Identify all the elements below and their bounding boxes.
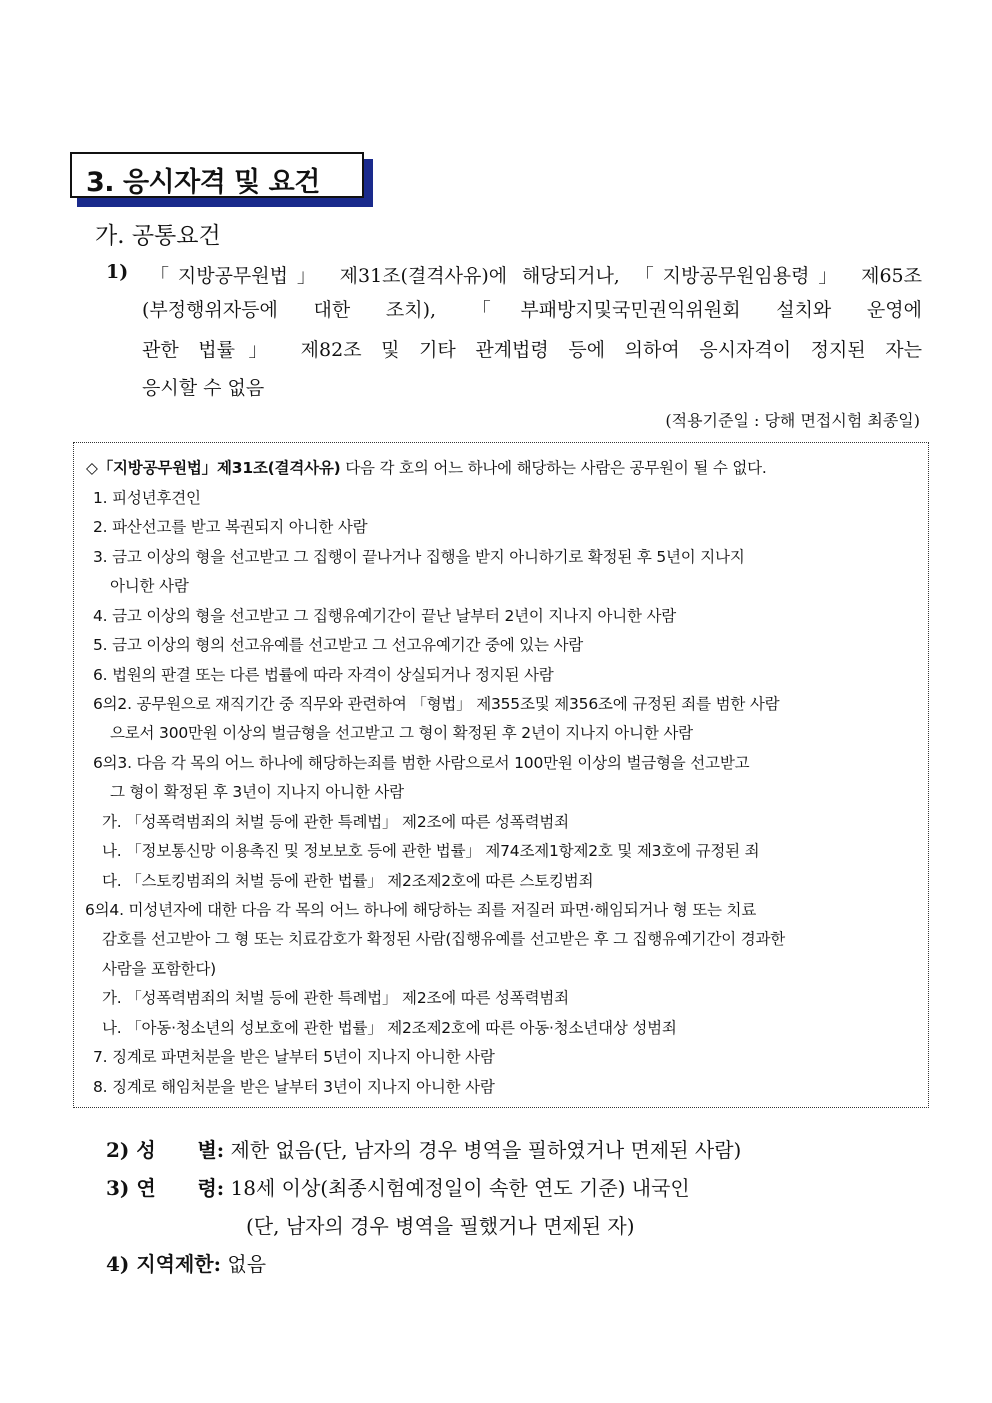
law-line: 다. 「스토킹범죄의 처벌 등에 관한 법률」 제2조제2호에 따른 스토킹범죄 bbox=[102, 872, 594, 890]
item1-line-3: 관한 법률」 제82조 및 기타 관계법령 등에 의하여 응시자격이 정지된 자는 bbox=[142, 339, 922, 361]
law-line: 8. 징계로 해임처분을 받은 날부터 3년이 지나지 아니한 사람 bbox=[93, 1078, 495, 1096]
age-note: (단, 남자의 경우 병역을 필했거나 면제된 자) bbox=[246, 1214, 635, 1238]
law-line: 가. 「성폭력범죄의 처벌 등에 관한 특례법」 제2조에 따른 성폭력범죄 bbox=[102, 813, 569, 831]
law-line: 감호를 선고받아 그 형 또는 치료감호가 확정된 사람(집행유예를 선고받은 후 그 집행유예기간이 경과한 bbox=[102, 930, 786, 948]
region-value: 없음 bbox=[221, 1252, 267, 1276]
law-line: 나. 「정보통신망 이용촉진 및 정보보호 등에 관한 법률」 제74조제1항제2호 및 제3호에 규정된 죄 bbox=[102, 842, 760, 860]
law-line: 나. 「아동·청소년의 성보호에 관한 법률」 제2조제2호에 따른 아동·청소년대상 성범죄 bbox=[102, 1019, 677, 1037]
item1-line-4: 응시할 수 없음 bbox=[142, 377, 265, 399]
law-box-header-title: ◇「지방공무원법」제31조(결격사유) bbox=[86, 459, 341, 477]
law-line: 7. 징계로 파면처분을 받은 날부터 5년이 지나지 아니한 사람 bbox=[93, 1048, 495, 1066]
region-label: 4) 지역제한: bbox=[106, 1252, 222, 1276]
age-value: 18세 이상(최종시험예정일이 속한 연도 기준) 내국인 bbox=[224, 1176, 690, 1200]
law-line: 1. 피성년후견인 bbox=[93, 489, 201, 507]
age-requirement bbox=[106, 1172, 690, 1201]
law-box-header-text: 다음 각 호의 어느 하나에 해당하는 사람은 공무원이 될 수 없다. bbox=[340, 459, 767, 477]
law-line: 사람을 포함한다) bbox=[102, 960, 216, 978]
common-requirements-heading: 가. 공통요건 bbox=[95, 223, 221, 249]
law-line: 4. 금고 이상의 형을 선고받고 그 집행유예기간이 끝난 날부터 2년이 지나지 아니한 사람 bbox=[93, 607, 677, 625]
law-line: 으로서 300만원 이상의 벌금형을 선고받고 그 형이 확정된 후 2년이 지나지 아니한 사람 bbox=[110, 724, 693, 742]
item1-line-1: 「지방공무원법」 제31조(결격사유)에 해당되거나, 「지방공무원임용령」 제65조 bbox=[150, 265, 922, 287]
law-line: 6의2. 공무원으로 재직기간 중 직무와 관련하여 「형법」 제355조및 제356조에 규정된 죄를 범한 사람 bbox=[93, 695, 780, 713]
gender-requirement bbox=[106, 1134, 741, 1163]
heading-box bbox=[70, 152, 364, 198]
item1-number: 1) bbox=[106, 261, 129, 283]
gender-value: 제한 없음(단, 남자의 경우 병역을 필하였거나 면제된 사람) bbox=[224, 1138, 742, 1162]
apply-date-note: (적용기준일 : 당해 면접시험 최종일) bbox=[665, 411, 920, 430]
gender-label: 2) 성 별: bbox=[106, 1138, 225, 1162]
law-line: 아니한 사람 bbox=[110, 577, 189, 595]
law-line: 가. 「성폭력범죄의 처벌 등에 관한 특례법」 제2조에 따른 성폭력범죄 bbox=[102, 989, 569, 1007]
law-box-header bbox=[86, 456, 767, 478]
section-heading bbox=[70, 152, 374, 208]
law-line: 5. 금고 이상의 형의 선고유예를 선고받고 그 선고유예기간 중에 있는 사람 bbox=[93, 636, 584, 654]
law-article-box bbox=[73, 442, 929, 1108]
law-line: 6의3. 다음 각 목의 어느 하나에 해당하는죄를 범한 사람으로서 100만원 이상의 벌금형을 선고받고 bbox=[93, 754, 750, 772]
section-title: 3. 응시자격 및 요건 bbox=[86, 167, 320, 198]
region-requirement bbox=[106, 1248, 266, 1277]
law-line: 6. 법원의 판결 또는 다른 법률에 따라 자격이 상실되거나 정지된 사람 bbox=[93, 666, 554, 684]
age-label: 3) 연 령: bbox=[106, 1176, 225, 1200]
law-line: 3. 금고 이상의 형을 선고받고 그 집행이 끝나거나 집행을 받지 아니하기로 확정된 후 5년이 지나지 bbox=[93, 548, 745, 566]
law-line: 6의4. 미성년자에 대한 다음 각 목의 어느 하나에 해당하는 죄를 저질러 파면·해임되거나 형 또는 치료 bbox=[85, 901, 757, 919]
law-line: 그 형이 확정된 후 3년이 지나지 아니한 사람 bbox=[110, 783, 404, 801]
law-line: 2. 파산선고를 받고 복권되지 아니한 사람 bbox=[93, 518, 368, 536]
item1-line-2: (부정행위자등에 대한 조치), 「부패방지및국민권익위원회 설치와 운영에 bbox=[142, 299, 922, 321]
